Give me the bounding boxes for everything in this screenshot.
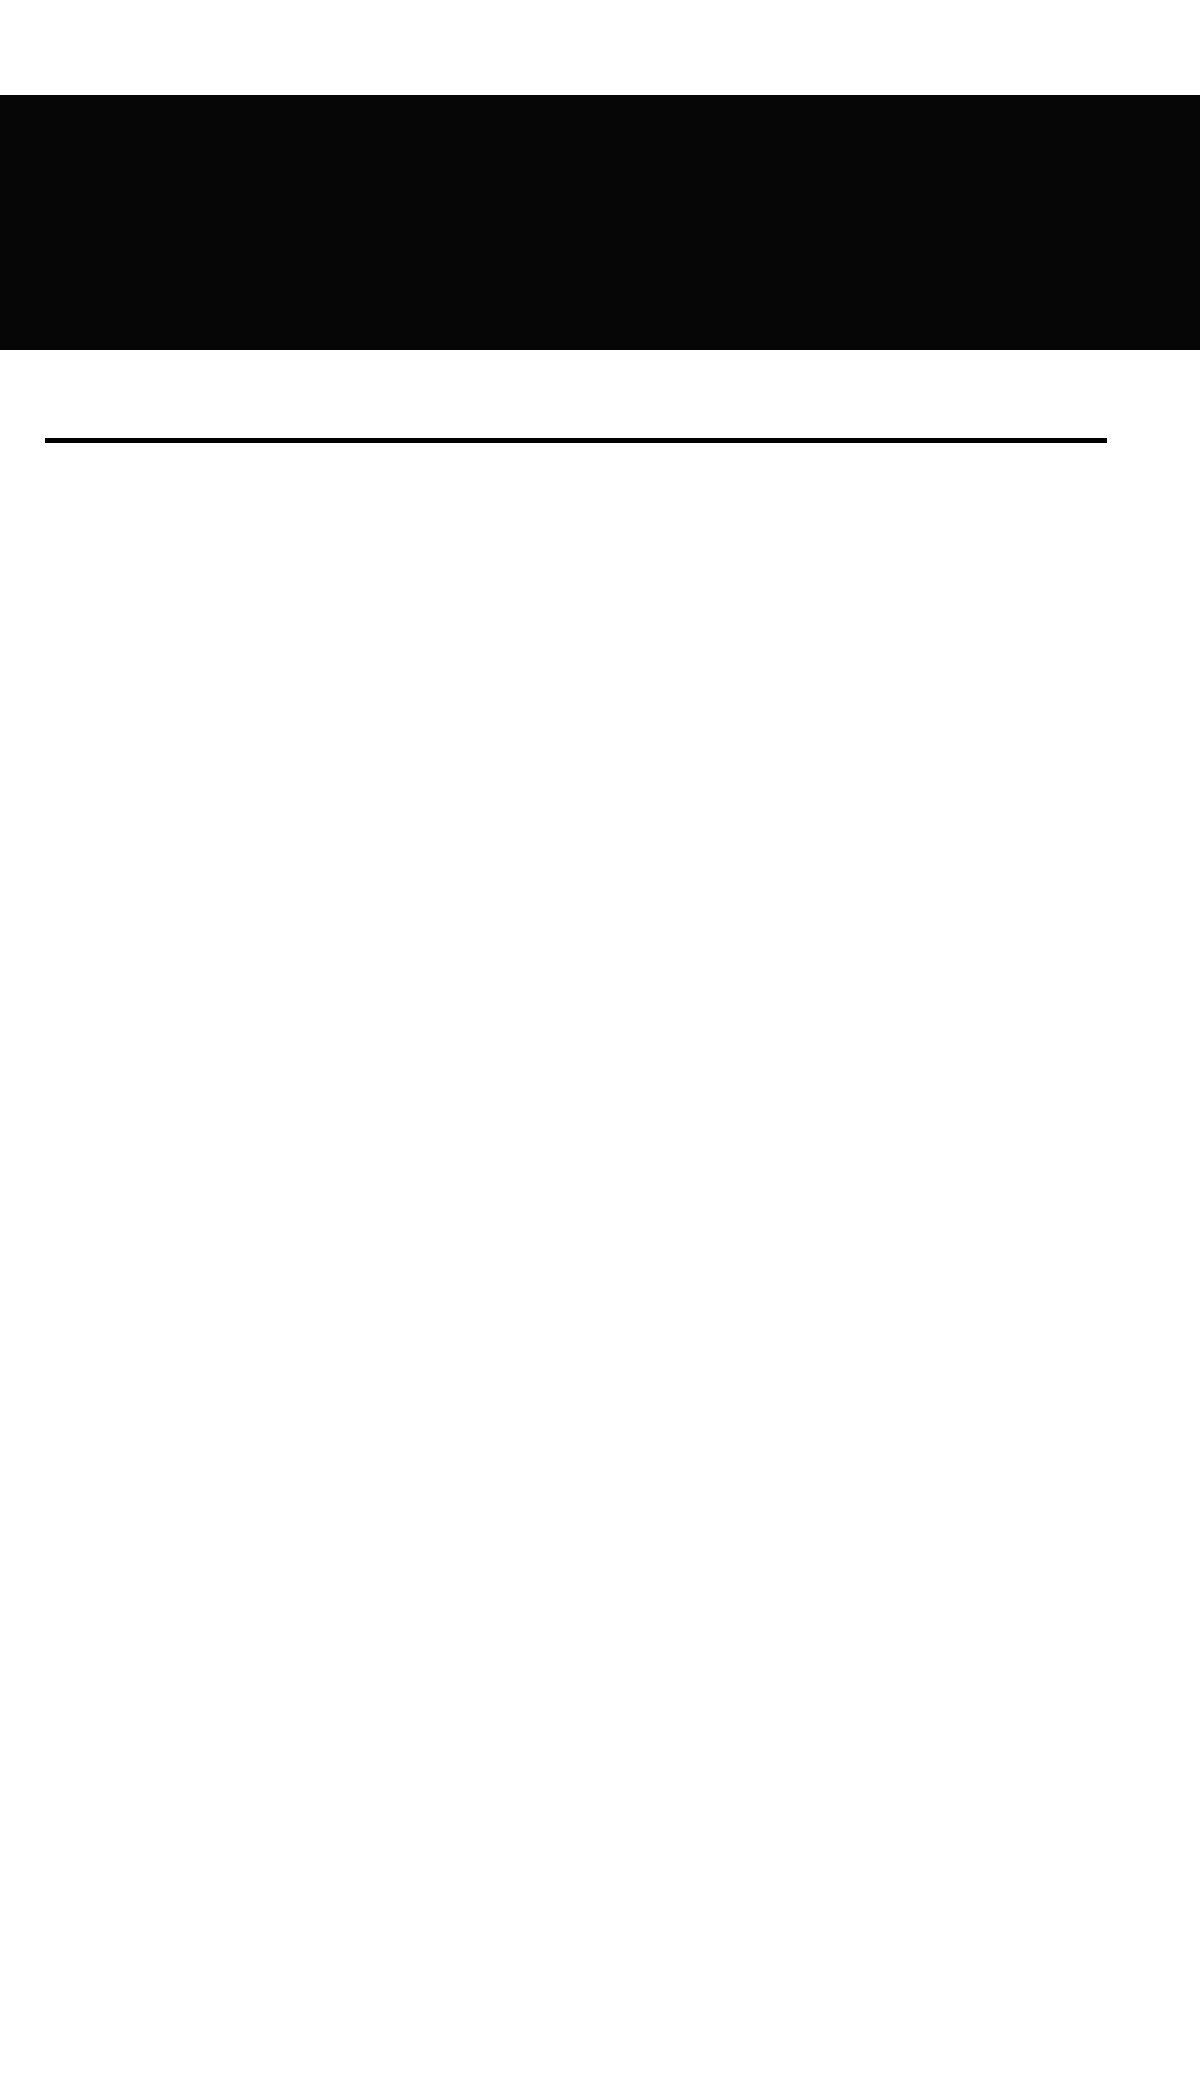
header-underline (45, 438, 1107, 443)
size-table (25, 426, 1170, 443)
title-banner (0, 95, 1200, 350)
